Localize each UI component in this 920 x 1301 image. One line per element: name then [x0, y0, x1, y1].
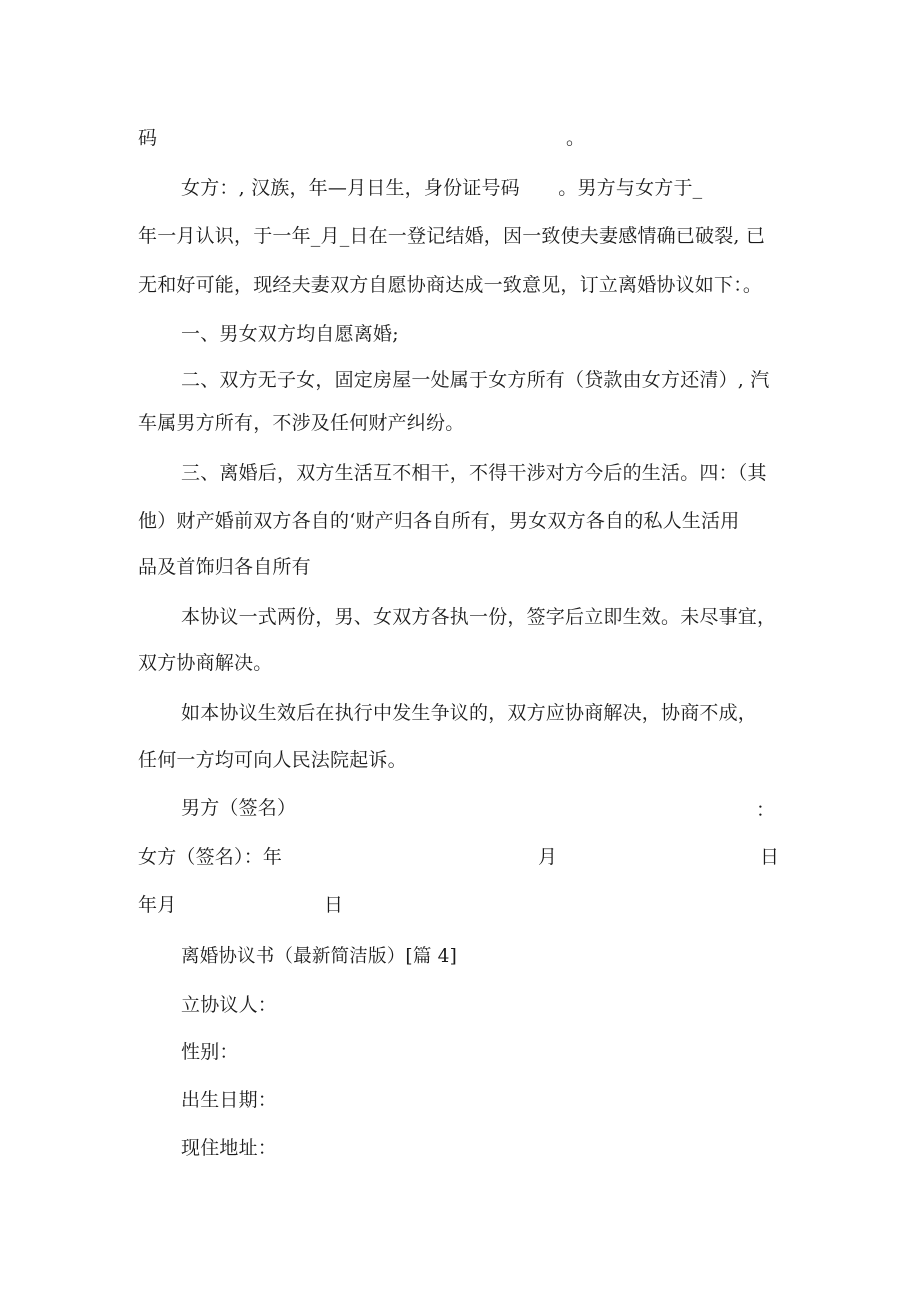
birth-date-label: 出生日期：: [181, 1089, 278, 1111]
husband-signature-label: 男方（签名）: [181, 797, 297, 819]
clause-one: 一、男女双方均自愿离婚;: [181, 323, 399, 345]
id-number-label: 码: [138, 127, 158, 149]
dispute-clause-line1: 如本协议生效后在执行中发生争议的，双方应协商解决，协商不成，: [181, 702, 758, 724]
agreement-intro-line: 无和好可能，现经夫妻双方自愿协商达成一致意见，订立离婚协议如下：。: [138, 274, 763, 296]
copies-clause-line2: 双方协商解决。: [138, 652, 273, 674]
clause-three-line2: 他）财产婚前双方各自的‘财产归各自所有，男女双方各自的私人生活用: [138, 510, 740, 532]
clause-three-line3: 品及首饰归各自所有: [138, 556, 311, 578]
clause-three-line1: 三、离婚后，双方生活互不相干，不得干涉对方今后的生活。四：（其: [181, 462, 767, 484]
day-label: 日: [760, 846, 780, 868]
wife-signature-label: 女方（签名）：年: [138, 846, 283, 868]
period-mark: 。: [566, 127, 586, 149]
husband-signature-colon: ：: [756, 799, 776, 821]
clause-two-line2: 车属男方所有，不涉及任何财产纠纷。: [138, 412, 465, 434]
gender-label: 性别：: [181, 1041, 239, 1063]
copies-clause-line1: 本协议一式两份，男、女双方各执一份，签字后立即生效。未尽事宜，: [181, 606, 777, 628]
date-line-year-month: 年月: [138, 894, 177, 916]
dispute-clause-line2: 任何一方均可向人民法院起诉。: [138, 749, 407, 771]
marriage-history-line: 年一月认识，于一年_月_日在一登记结婚，因一致使夫妻感情确已破裂, 已: [138, 225, 766, 247]
section-title: 离婚协议书（最新简洁版）[篇 4]: [181, 946, 457, 967]
date-line-day: 日: [324, 894, 344, 916]
address-label: 现住地址：: [181, 1137, 278, 1159]
clause-two-line1: 二、双方无子女，固定房屋一处属于女方所有（贷款由女方还清）, 汽: [181, 369, 770, 391]
wife-info-line: 女方：, 汉族，年—月日生，身份证号码 。男方与女方于_: [181, 177, 703, 199]
party-label: 立协议人：: [181, 994, 278, 1016]
month-label: 月: [538, 846, 558, 868]
